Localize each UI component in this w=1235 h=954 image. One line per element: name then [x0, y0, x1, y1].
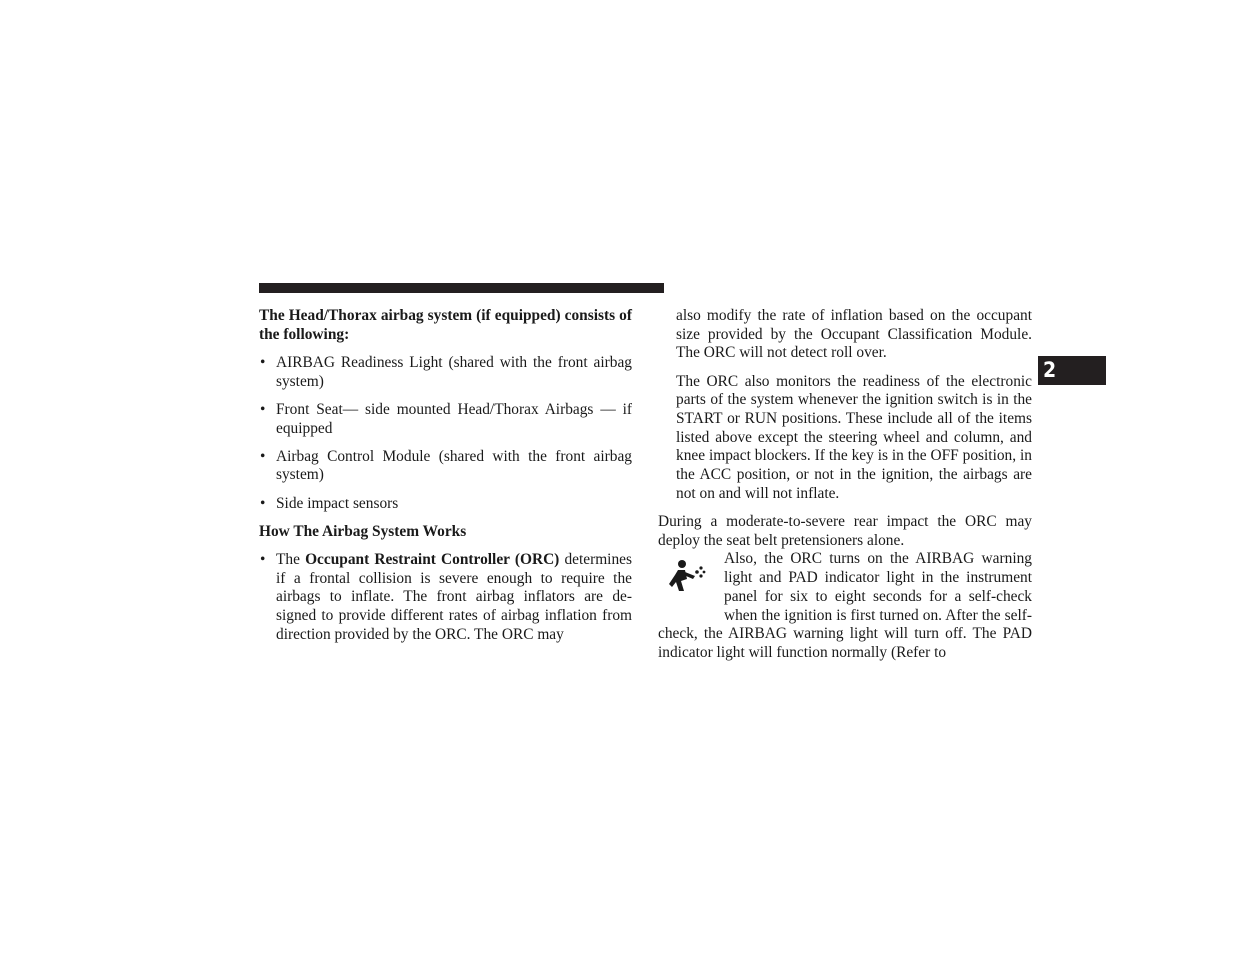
list-item-text: Airbag Control Module (shared with the front airbag system) — [276, 447, 632, 484]
airbag-warning-icon-graphic — [668, 559, 708, 595]
monitors-paragraph: The ORC also monitors the readiness of the electronic parts of the system whenever the ignition switch is in the START or RUN positions. These include all of the items listed above except the steering wheel and column, and knee impact blockers. If the key is in the OFF position, in the ACC position, or not in the ignition, the airbags are not on and will not inflate. — [676, 372, 1032, 502]
list-item-text: Side impact sensors — [276, 494, 399, 512]
bullet-dot: • — [260, 353, 266, 371]
bullet-dot: • — [260, 551, 266, 569]
bullet-dot: • — [260, 400, 266, 418]
left-column — [259, 307, 632, 645]
list-item-orc — [259, 551, 632, 645]
list-item-text: Front Seat— side mounted Head/Thorax Airbags — if equipped — [276, 400, 632, 437]
airbag-warning-icon — [658, 551, 724, 615]
bullet-dot: • — [260, 447, 266, 465]
chapter-tab — [1038, 356, 1106, 385]
list-item — [259, 401, 632, 438]
intro-paragraph: The Head/Thorax airbag system (if equipped) consists of the following: — [259, 307, 632, 343]
self-check-block — [658, 550, 1032, 662]
rear-impact-paragraph: During a moderate-to-severe rear impact the ORC may deploy the seat belt pretensioners alone. — [658, 513, 1032, 549]
orc-text: determines if a frontal collision is severe enough to require the airbags to inflate. The front airbag inflators are de- signed to provide different rates of airbag inflation from direction provided by the ORC. The ORC may — [276, 551, 632, 643]
orc-paragraph — [276, 551, 632, 645]
section-heading: How The Airbag System Works — [259, 522, 467, 540]
orc-lead: The — [276, 551, 300, 569]
right-column — [658, 307, 1032, 663]
section-rule — [259, 283, 664, 293]
list-item — [259, 448, 632, 485]
bullet-dot: • — [260, 494, 266, 512]
list-item — [259, 495, 632, 514]
chapter-number: 2 — [1043, 358, 1057, 382]
list-item-text: AIRBAG Readiness Light (shared with the front airbag system) — [276, 353, 632, 390]
self-check-paragraph: Also, the ORC turns on the AIRBAG warning light and PAD indicator light in the instrument panel for six to eight seconds for a self-check when the ignition is first turned on. After the self-check, the AIRBAG warning light will turn off. The PAD indicator light will function normally (Refer to — [658, 550, 1032, 661]
orc-term: Occupant Restraint Controller (ORC) — [305, 551, 560, 569]
list-item — [259, 354, 632, 391]
continued-paragraph: also modify the rate of inflation based on the occupant size provided by the Occupant Classification Module. The ORC will not detect roll over. — [676, 307, 1032, 362]
